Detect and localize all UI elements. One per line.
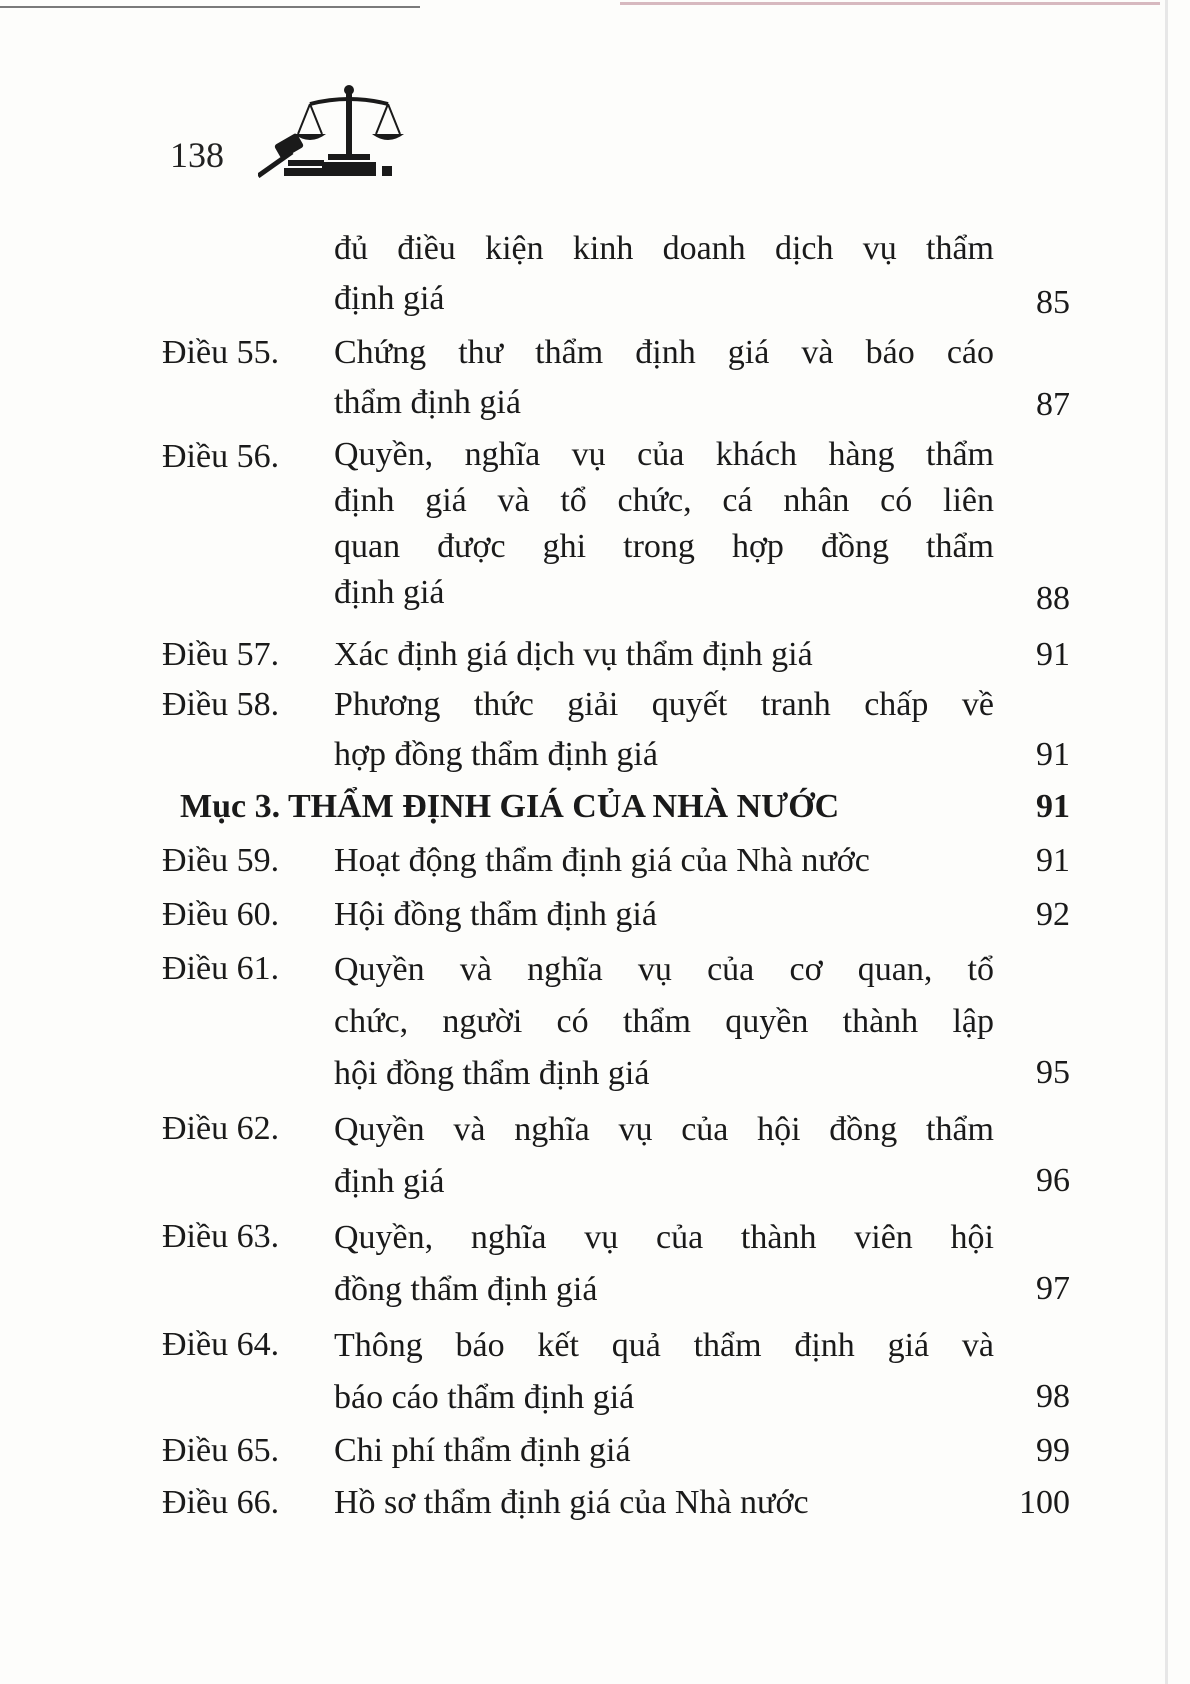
toc-article-number: Điều 56. bbox=[162, 438, 280, 475]
toc-article-number: Điều 60. bbox=[162, 896, 280, 933]
toc-title-line: Thông báo kết quả thẩm định giá và bbox=[334, 1327, 994, 1364]
toc-title-line: định giá bbox=[334, 280, 445, 317]
toc-article-number: Điều 59. bbox=[162, 842, 280, 879]
toc-entry-title bbox=[334, 944, 994, 1100]
toc-title-line: Quyền và nghĩa vụ của cơ quan, tổ bbox=[334, 951, 994, 988]
toc-title-line: Quyền, nghĩa vụ của thành viên hội bbox=[334, 1219, 994, 1256]
toc-title-line: định giá và tổ chức, cá nhân có liên bbox=[334, 482, 994, 519]
toc-entry-title bbox=[334, 1104, 994, 1208]
toc-page-number: 95 bbox=[1036, 1054, 1070, 1091]
top-rule-right bbox=[620, 2, 1160, 5]
toc-page-number: 88 bbox=[1036, 580, 1070, 617]
toc-page-number: 97 bbox=[1036, 1270, 1070, 1307]
toc-page-number: 91 bbox=[1036, 736, 1070, 773]
toc-entry-title bbox=[334, 432, 994, 616]
toc-page-number: 99 bbox=[1036, 1432, 1070, 1469]
toc-title-line: đủ điều kiện kinh doanh dịch vụ thẩm bbox=[334, 230, 994, 267]
toc-entry-title bbox=[334, 630, 994, 680]
toc-title-line: chức, người có thẩm quyền thành lập bbox=[334, 1003, 994, 1040]
toc-entry-title bbox=[334, 1212, 994, 1316]
top-rule bbox=[0, 6, 420, 8]
toc-article-number: Điều 65. bbox=[162, 1432, 280, 1469]
toc-entry-title bbox=[334, 224, 994, 324]
section-page-number: 91 bbox=[1036, 788, 1070, 825]
toc-article-number: Điều 64. bbox=[162, 1326, 280, 1363]
toc-article-number: Điều 55. bbox=[162, 334, 280, 371]
toc-entry-title bbox=[334, 680, 994, 780]
toc-article-number: Điều 57. bbox=[162, 636, 280, 673]
scales-of-justice-and-gavel-icon bbox=[258, 82, 418, 178]
toc-title-line: thẩm định giá bbox=[334, 384, 521, 421]
toc-page-number: 91 bbox=[1036, 842, 1070, 879]
toc-title-line: hội đồng thẩm định giá bbox=[334, 1055, 650, 1092]
toc-entry-title bbox=[334, 1426, 994, 1476]
toc-title-line: đồng thẩm định giá bbox=[334, 1271, 598, 1308]
toc-page-number: 100 bbox=[1019, 1484, 1070, 1521]
toc-title-line: Hoạt động thẩm định giá của Nhà nước bbox=[334, 842, 870, 879]
toc-page-number: 92 bbox=[1036, 896, 1070, 933]
toc-page-number: 87 bbox=[1036, 386, 1070, 423]
toc-title-line: định giá bbox=[334, 1163, 445, 1200]
toc-title-line: Phương thức giải quyết tranh chấp về bbox=[334, 686, 994, 723]
toc-title-line: định giá bbox=[334, 574, 445, 611]
toc-page-number: 96 bbox=[1036, 1162, 1070, 1199]
toc-article-number: Điều 66. bbox=[162, 1484, 280, 1521]
section-title: Mục 3. THẨM ĐỊNH GIÁ CỦA NHÀ NƯỚC bbox=[180, 788, 840, 825]
toc-page-number: 85 bbox=[1036, 284, 1070, 321]
toc-entry-title bbox=[334, 890, 994, 940]
toc-title-line: Hội đồng thẩm định giá bbox=[334, 896, 657, 933]
toc-title-line: Quyền, nghĩa vụ của khách hàng thẩm bbox=[334, 436, 994, 473]
toc-title-line: hợp đồng thẩm định giá bbox=[334, 736, 658, 773]
toc-title-line: Quyền và nghĩa vụ của hội đồng thẩm bbox=[334, 1111, 994, 1148]
toc-title-line: Chi phí thẩm định giá bbox=[334, 1432, 631, 1469]
toc-entry-title bbox=[334, 328, 994, 428]
toc-article-number: Điều 61. bbox=[162, 950, 280, 987]
toc-entry-title bbox=[334, 836, 994, 886]
page-edge bbox=[1165, 0, 1168, 1684]
toc-article-number: Điều 62. bbox=[162, 1110, 280, 1147]
toc-article-number: Điều 58. bbox=[162, 686, 280, 723]
toc-title-line: Chứng thư thẩm định giá và báo cáo bbox=[334, 334, 994, 371]
toc-article-number: Điều 63. bbox=[162, 1218, 280, 1255]
toc-title-line: Xác định giá dịch vụ thẩm định giá bbox=[334, 636, 813, 673]
toc-page-number: 98 bbox=[1036, 1378, 1070, 1415]
toc-title-line: báo cáo thẩm định giá bbox=[334, 1379, 635, 1416]
toc-title-line: quan được ghi trong hợp đồng thẩm bbox=[334, 528, 994, 565]
toc-title-line: Hồ sơ thẩm định giá của Nhà nước bbox=[334, 1484, 809, 1521]
toc-page-number: 91 bbox=[1036, 636, 1070, 673]
toc-entry-title bbox=[334, 1320, 994, 1424]
page-number: 138 bbox=[170, 135, 224, 175]
toc-entry-title bbox=[334, 1478, 994, 1528]
